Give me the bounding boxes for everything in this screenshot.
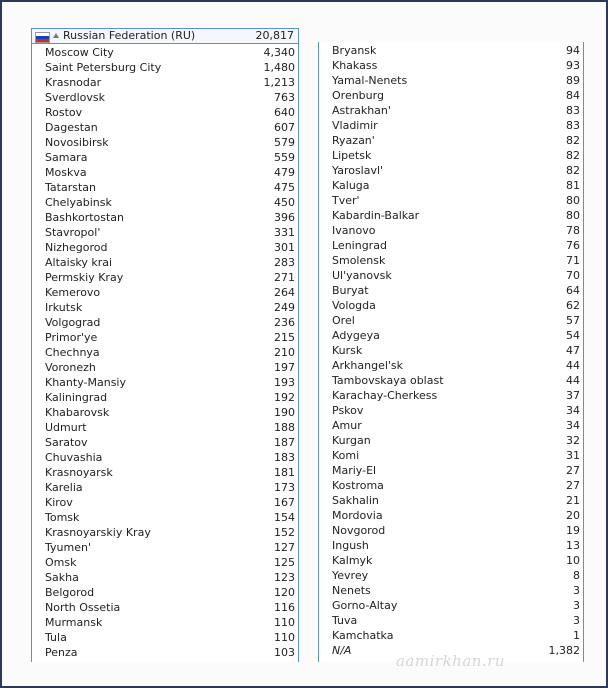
region-name: Stavropol' [45, 226, 101, 239]
region-row[interactable] [319, 628, 583, 643]
region-count: 82 [566, 149, 580, 162]
region-row[interactable] [319, 43, 583, 58]
region-row[interactable] [319, 583, 583, 598]
region-name: Vladimir [332, 119, 378, 132]
region-row[interactable] [32, 285, 298, 300]
region-name: Tambovskaya oblast [332, 374, 444, 387]
region-name: Kaluga [332, 179, 370, 192]
region-name: Sakhalin [332, 494, 379, 507]
region-row[interactable] [319, 538, 583, 553]
region-name: Yaroslavl' [332, 164, 384, 177]
region-name: Tatarstan [45, 181, 96, 194]
region-name: Primor'ye [45, 331, 98, 344]
region-row[interactable] [32, 150, 298, 165]
region-row[interactable] [319, 73, 583, 88]
region-name: Voronezh [45, 361, 96, 374]
region-name: Pskov [332, 404, 364, 417]
region-count: 475 [274, 181, 295, 194]
region-name: Novgorod [332, 524, 386, 537]
region-count: 123 [274, 571, 295, 584]
region-name: Belgorod [45, 586, 95, 599]
region-name: Khakass [332, 59, 378, 72]
region-count: 3 [573, 614, 580, 627]
region-count: 78 [566, 224, 580, 237]
region-name: Moscow City [45, 46, 114, 59]
region-count: 167 [274, 496, 295, 509]
region-row[interactable] [319, 553, 583, 568]
region-count: 21 [566, 494, 580, 507]
region-name: Kamchatka [332, 629, 394, 642]
region-count: 94 [566, 44, 580, 57]
region-name: Permskiy Kray [45, 271, 124, 284]
region-count: 236 [274, 316, 295, 329]
region-name: Saratov [45, 436, 88, 449]
region-count: 187 [274, 436, 295, 449]
region-row[interactable] [32, 210, 298, 225]
region-name: Tula [45, 631, 67, 644]
region-count: 80 [566, 209, 580, 222]
region-name: Khanty-Mansiy [45, 376, 126, 389]
region-count: 3 [573, 599, 580, 612]
region-row[interactable] [32, 225, 298, 240]
region-count: 120 [274, 586, 295, 599]
region-row[interactable] [32, 255, 298, 270]
region-row[interactable] [319, 88, 583, 103]
region-count: 10 [566, 554, 580, 567]
region-count: 125 [274, 556, 295, 569]
region-row[interactable] [319, 163, 583, 178]
region-name: Bashkortostan [45, 211, 125, 224]
region-count: 82 [566, 164, 580, 177]
region-row[interactable] [32, 540, 298, 555]
region-name: Kemerovo [45, 286, 101, 299]
region-name: Bryansk [332, 44, 377, 57]
region-name: Volgograd [45, 316, 101, 329]
region-count: 210 [274, 346, 295, 359]
region-row[interactable] [319, 493, 583, 508]
region-name: Kirov [45, 496, 73, 509]
region-row[interactable] [319, 238, 583, 253]
region-row[interactable] [32, 105, 298, 120]
region-name: Omsk [45, 556, 77, 569]
region-row[interactable] [319, 118, 583, 133]
region-row[interactable] [319, 58, 583, 73]
region-row[interactable] [32, 120, 298, 135]
region-count: 579 [274, 136, 295, 149]
region-row[interactable] [32, 330, 298, 345]
region-row[interactable] [32, 645, 298, 660]
region-count: 479 [274, 166, 295, 179]
region-count: 34 [566, 404, 580, 417]
region-name: Mordovia [332, 509, 383, 522]
region-count: 152 [274, 526, 295, 539]
left-region-panel [31, 28, 299, 662]
region-count: 47 [566, 344, 580, 357]
country-label: Russian Federation (RU) [63, 29, 196, 42]
region-row[interactable] [319, 598, 583, 613]
region-count: 81 [566, 179, 580, 192]
region-row[interactable] [32, 555, 298, 570]
region-name: Moskva [45, 166, 87, 179]
region-count: 193 [274, 376, 295, 389]
region-row[interactable] [32, 90, 298, 105]
region-name: Khabarovsk [45, 406, 110, 419]
region-row[interactable] [319, 358, 583, 373]
region-row[interactable] [319, 133, 583, 148]
region-row[interactable] [319, 508, 583, 523]
region-name: Novosibirsk [45, 136, 109, 149]
region-name: Tyumen' [45, 541, 91, 554]
region-count: 83 [566, 104, 580, 117]
russia-flag-icon [35, 32, 50, 43]
watermark: aamirkhan.ru [396, 652, 506, 670]
region-row[interactable] [32, 240, 298, 255]
region-count: 31 [566, 449, 580, 462]
region-name: North Ossetia [45, 601, 121, 614]
region-count: 181 [274, 466, 295, 479]
region-name: Smolensk [332, 254, 386, 267]
right-region-panel [318, 42, 584, 662]
region-row[interactable] [319, 523, 583, 538]
region-count: 44 [566, 374, 580, 387]
region-row[interactable] [32, 585, 298, 600]
region-row[interactable] [32, 495, 298, 510]
region-row[interactable] [32, 300, 298, 315]
region-name: Chuvashia [45, 451, 103, 464]
region-count: 8 [573, 569, 580, 582]
region-name: Altaisky krai [45, 256, 113, 269]
region-name: Yamal-Nenets [332, 74, 408, 87]
region-row[interactable] [319, 448, 583, 463]
region-count: 80 [566, 194, 580, 207]
region-row[interactable] [319, 433, 583, 448]
region-row[interactable] [319, 193, 583, 208]
region-count: 44 [566, 359, 580, 372]
region-row[interactable] [319, 463, 583, 478]
region-count: 271 [274, 271, 295, 284]
region-row[interactable] [319, 223, 583, 238]
region-name: Saint Petersburg City [45, 61, 162, 74]
region-count: 110 [274, 631, 295, 644]
region-count: 283 [274, 256, 295, 269]
region-row[interactable] [32, 75, 298, 90]
region-count: 4,340 [263, 46, 295, 59]
region-count: 76 [566, 239, 580, 252]
country-total: 20,817 [255, 29, 294, 42]
region-count: 192 [274, 391, 295, 404]
region-row[interactable] [32, 525, 298, 540]
region-name: Astrakhan' [332, 104, 391, 117]
region-count: 27 [566, 464, 580, 477]
region-count: 127 [274, 541, 295, 554]
region-count: 396 [274, 211, 295, 224]
region-name: Tuva [332, 614, 358, 627]
region-row[interactable] [32, 465, 298, 480]
region-row[interactable] [319, 613, 583, 628]
region-count: 13 [566, 539, 580, 552]
region-name: Chechnya [45, 346, 100, 359]
region-count: 450 [274, 196, 295, 209]
region-row[interactable] [32, 570, 298, 585]
region-row[interactable] [32, 390, 298, 405]
region-name: Leningrad [332, 239, 387, 252]
region-count: 27 [566, 479, 580, 492]
region-name: Komi [332, 449, 360, 462]
region-name: Samara [45, 151, 88, 164]
region-count: 264 [274, 286, 295, 299]
region-name: Lipetsk [332, 149, 372, 162]
left-region-list [32, 45, 298, 660]
region-row[interactable] [319, 568, 583, 583]
region-row[interactable] [32, 135, 298, 150]
region-count: 71 [566, 254, 580, 267]
region-name: Mariy-El [332, 464, 377, 477]
region-row[interactable] [319, 313, 583, 328]
region-count: 83 [566, 119, 580, 132]
region-count: 19 [566, 524, 580, 537]
region-name: Kaliningrad [45, 391, 108, 404]
region-count: 559 [274, 151, 295, 164]
region-row[interactable] [32, 600, 298, 615]
region-count: 54 [566, 329, 580, 342]
region-row[interactable] [32, 195, 298, 210]
region-count: 32 [566, 434, 580, 447]
region-name: Kabardin-Balkar [332, 209, 420, 222]
region-name: Tomsk [45, 511, 80, 524]
region-row[interactable] [32, 270, 298, 285]
region-count: 93 [566, 59, 580, 72]
region-count: 607 [274, 121, 295, 134]
region-row[interactable] [32, 165, 298, 180]
region-count: 103 [274, 646, 295, 659]
region-name: Irkutsk [45, 301, 83, 314]
region-count: 640 [274, 106, 295, 119]
region-name: Kostroma [332, 479, 384, 492]
region-name: Sakha [45, 571, 79, 584]
region-name: Amur [332, 419, 362, 432]
region-name: Udmurt [45, 421, 87, 434]
region-count: 57 [566, 314, 580, 327]
region-count: 1 [573, 629, 580, 642]
region-count: 1,213 [263, 76, 295, 89]
region-name: Dagestan [45, 121, 98, 134]
region-row[interactable] [32, 405, 298, 420]
region-name: Vologda [332, 299, 376, 312]
region-count: 34 [566, 419, 580, 432]
region-name: Nenets [332, 584, 371, 597]
region-row[interactable] [32, 450, 298, 465]
region-name: Chelyabinsk [45, 196, 112, 209]
region-name: Arkhangel'sk [332, 359, 404, 372]
region-count: 249 [274, 301, 295, 314]
region-name: Nizhegorod [45, 241, 108, 254]
region-name: Kursk [332, 344, 363, 357]
region-row[interactable] [319, 103, 583, 118]
region-count: 84 [566, 89, 580, 102]
region-count: 215 [274, 331, 295, 344]
sort-triangle-icon[interactable] [53, 33, 59, 38]
region-count: 89 [566, 74, 580, 87]
region-row[interactable] [32, 630, 298, 645]
region-name: Tver' [332, 194, 360, 207]
region-name: Gorno-Altay [332, 599, 398, 612]
region-count: 37 [566, 389, 580, 402]
region-name: Krasnodar [45, 76, 102, 89]
region-name: Rostov [45, 106, 83, 119]
region-row[interactable] [319, 388, 583, 403]
region-row[interactable] [319, 268, 583, 283]
region-count: 70 [566, 269, 580, 282]
region-name: Ul'yanovsk [332, 269, 392, 282]
country-header-row[interactable] [32, 28, 298, 44]
region-row[interactable] [32, 360, 298, 375]
region-name: Buryat [332, 284, 369, 297]
region-count: 82 [566, 134, 580, 147]
region-name: Yevrey [332, 569, 369, 582]
region-count: 190 [274, 406, 295, 419]
region-name: Penza [45, 646, 78, 659]
region-name: Karelia [45, 481, 83, 494]
region-row[interactable] [32, 615, 298, 630]
region-row[interactable] [319, 478, 583, 493]
region-count: 110 [274, 616, 295, 629]
region-name: Sverdlovsk [45, 91, 105, 104]
region-name: Kalmyk [332, 554, 373, 567]
region-count: 301 [274, 241, 295, 254]
region-row[interactable] [319, 373, 583, 388]
region-count: 763 [274, 91, 295, 104]
region-row[interactable] [32, 420, 298, 435]
region-row[interactable] [319, 283, 583, 298]
right-region-list [319, 43, 583, 658]
region-name: Karachay-Cherkess [332, 389, 438, 402]
region-name: N/A [332, 644, 352, 657]
region-name: Adygeya [332, 329, 380, 342]
region-count: 116 [274, 601, 295, 614]
region-row[interactable] [319, 253, 583, 268]
region-name: Krasnoyarskiy Kray [45, 526, 151, 539]
region-row[interactable] [32, 435, 298, 450]
region-row[interactable] [32, 180, 298, 195]
region-count: 188 [274, 421, 295, 434]
region-count: 1,382 [548, 644, 580, 657]
region-count: 331 [274, 226, 295, 239]
region-name: Ivanovo [332, 224, 376, 237]
region-count: 183 [274, 451, 295, 464]
region-row[interactable] [32, 345, 298, 360]
region-count: 154 [274, 511, 295, 524]
region-count: 197 [274, 361, 295, 374]
region-name: Orel [332, 314, 355, 327]
region-count: 64 [566, 284, 580, 297]
region-row[interactable] [319, 418, 583, 433]
region-name: Orenburg [332, 89, 384, 102]
region-row[interactable] [32, 480, 298, 495]
region-row[interactable] [32, 375, 298, 390]
region-name: Kurgan [332, 434, 371, 447]
region-row[interactable] [32, 510, 298, 525]
region-name: Krasnoyarsk [45, 466, 113, 479]
region-count: 20 [566, 509, 580, 522]
region-row[interactable] [319, 328, 583, 343]
region-row[interactable] [32, 315, 298, 330]
region-count: 62 [566, 299, 580, 312]
region-row[interactable] [319, 298, 583, 313]
region-count: 1,480 [263, 61, 295, 74]
region-row[interactable] [32, 45, 298, 60]
region-name: Ryazan' [332, 134, 375, 147]
region-count: 3 [573, 584, 580, 597]
region-name: Ingush [332, 539, 369, 552]
region-row[interactable] [319, 208, 583, 223]
region-row[interactable] [32, 60, 298, 75]
region-row[interactable] [319, 178, 583, 193]
region-row[interactable] [319, 343, 583, 358]
region-name: Murmansk [45, 616, 103, 629]
region-row[interactable] [319, 403, 583, 418]
region-row[interactable] [319, 148, 583, 163]
region-count: 173 [274, 481, 295, 494]
